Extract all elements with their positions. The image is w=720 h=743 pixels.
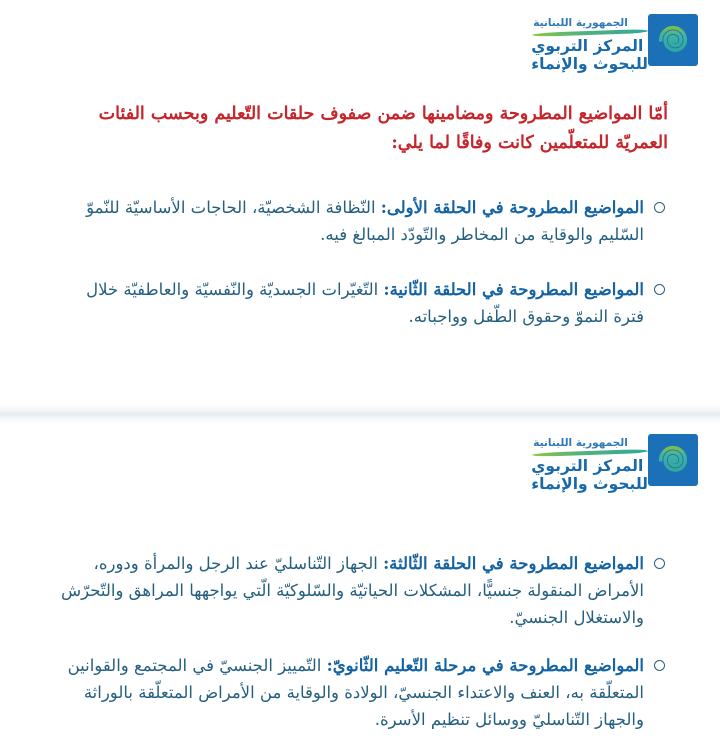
bullet-body: التّمييز الجنسيّ في المجتمع والقوانين المتعلّقة به، العنف والاعتداء الجنسيّ، الولادة والوقاية من الأمراض المتعلّقة بالوراثة والجهاز التّناسليّ ووسائل تنظيم الأسرة. [67, 656, 644, 729]
bullet-lead: المواضيع المطروحة في الحلقة الثّالثة: [383, 554, 644, 573]
bullet-item-4 [53, 652, 665, 733]
bullet-item-1 [53, 194, 665, 248]
bullet-lead: المواضيع المطروحة في الحلقة الثّانية: [383, 280, 644, 299]
logo-text-block [531, 14, 648, 73]
bullet-circle-icon [654, 202, 665, 213]
bullet-text [53, 194, 644, 248]
crdp-logo [523, 434, 698, 493]
page-separator [0, 404, 720, 424]
spiral-logo-icon [648, 14, 698, 66]
bullet-text [53, 276, 644, 330]
logo-republic-label: الجمهورية اللبنانية [533, 17, 628, 29]
bullet-item-3 [53, 550, 665, 631]
bullet-item-2 [53, 276, 665, 330]
logo-org-line1: المركز التربوي [531, 37, 644, 55]
bullet-circle-icon [654, 558, 665, 569]
page-2 [0, 424, 720, 743]
bullet-text [53, 652, 644, 733]
bullet-body: النّظافة الشخصيّة، الحاجات الأساسيّة للنّموّ السّليم والوقاية من المخاطر والتّودّد المبالغ فيه. [86, 198, 644, 244]
bullet-body: التّغيّرات الجسديّة والنّفسيّة والعاطفيّة خلال فترة النموّ وحقوق الطّفل وواجباته. [86, 280, 644, 326]
logo-org-line1: المركز التربوي [531, 457, 644, 475]
page-heading: أمّا المواضيع المطروحة ومضامينها ضمن صفوف حلقات التّعليم وبحسب الفئات العمريّة للمتعلّمين كانت وفاقًا لما يلي: [98, 104, 668, 153]
bullet-lead: المواضيع المطروحة في الحلقة الأولى: [380, 198, 644, 217]
bullet-circle-icon [654, 660, 665, 671]
logo-republic-label: الجمهورية اللبنانية [533, 437, 628, 449]
crdp-logo [523, 14, 698, 73]
spiral-logo-icon [648, 434, 698, 486]
swoosh-icon [532, 449, 648, 457]
logo-org-line2: للبحوث والإنماء [531, 474, 648, 493]
swoosh-icon [532, 29, 648, 37]
logo-text-block [531, 434, 648, 493]
bullet-text [53, 550, 644, 631]
bullet-circle-icon [654, 284, 665, 295]
bullet-lead: المواضيع المطروحة في مرحلة التّعليم الثّانويّ: [326, 656, 644, 675]
bullet-body: الجهاز التّناسليّ عند الرجل والمرأة ودوره، الأمراض المنقولة جنسيًّا، المشكلات الحياتيّة والسّلوكيّة الّتي يواجهها المراهق والتّحرّش والاستغلال الجنسيّ. [60, 554, 644, 627]
logo-org-line2: للبحوث والإنماء [531, 54, 648, 73]
